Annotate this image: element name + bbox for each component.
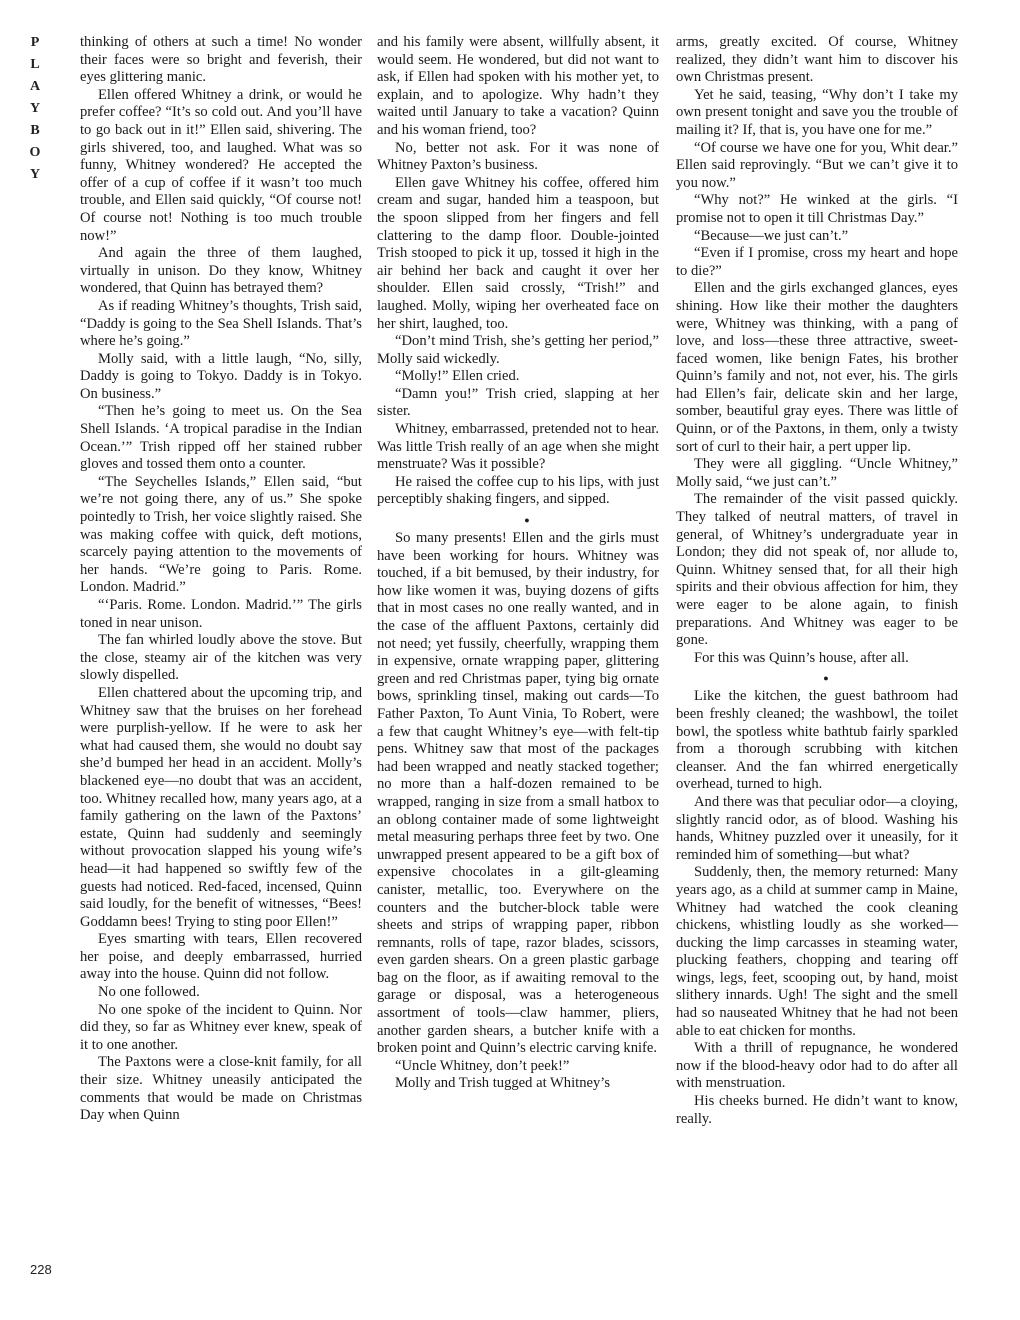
section-break-bullet (377, 509, 659, 530)
paragraph: With a thrill of repugnance, he wondered now if the blood-heavy odor had to do after all with menstruation. (676, 1040, 958, 1092)
masthead-letter: B (30, 123, 40, 138)
paragraph: And there was that peculiar odor—a cloying, slightly rancid odor, as of blood. Washing his hands, Whitney puzzled over it uneasily, for it reminded him of something—but what? (676, 793, 958, 863)
paragraph: As if reading Whitney’s thoughts, Trish said, “Daddy is going to the Sea Shell Islands. That’s where he’s going.” (80, 297, 362, 350)
paragraph: Molly said, with a little laugh, “No, silly, Daddy is going to Tokyo. Daddy is in Tokyo. On business.” (80, 350, 362, 402)
paragraph: “Molly!” Ellen cried. (395, 368, 520, 385)
page-number: 228 (30, 1262, 52, 1277)
paragraph: Ellen offered Whitney a drink, or would he prefer coffee? “It’s so cold out. And you’ll have to go back out in it!” Ellen said, shivering. The girls shivered, too, and laughed. What was so funny, Whitney wondered? He accepted the offer of a cup of coffee if it wasn’t too much trouble, and Ellen said quickly, “Of course not! Of course not! Nothing is too much trouble now!” (80, 86, 362, 244)
paragraph: Whitney, embarrassed, pretended not to hear. Was little Trish really of an age when she might menstruate? Was it possible? (377, 421, 659, 473)
paragraph: Suddenly, then, the memory returned: Many years ago, as a child at summer camp in Maine, Whitney had watched the cook cleaning chickens, whistling loudly as she worked—ducking the limp carcasses in steaming water, plucking feathers, chopping and tearing off wings, legs, feet, scooping out, by hand, moist slithery innards. Ugh! The sight and the smell had so nauseated Whitney that he had not been able to eat chicken for months. (676, 864, 958, 1039)
paragraph: The remainder of the visit passed quickly. They talked of neutral matters, of travel in general, of Whitney’s undergraduate year in London; they did not speak of, nor allude to, Quinn. Whitney sensed that, for all their high spirits and their obvious affection for him, they were eager to be alone again, to finish preparations. And Whitney was eager to be gone. (676, 491, 958, 649)
paragraph: “Don’t mind Trish, she’s getting her period,” Molly said wickedly. (377, 333, 659, 367)
paragraph: They were all giggling. “Uncle Whitney,” Molly said, “we just can’t.” (676, 456, 958, 490)
section-break-bullet (676, 667, 958, 688)
masthead-letter: P (30, 35, 40, 50)
paragraph: and his family were absent, willfully absent, it would seem. He wondered, but did not want to ask, if Ellen had spoken with his mother yet, to explain, and to apologize. Why hadn’t they waited until January to take a vacation? Quinn and his woman friend, too? (377, 34, 659, 138)
paragraph: Ellen and the girls exchanged glances, eyes shining. How like their mother the daughters were, Whitney was thinking, with a pang of love, and loss—these three attractive, sweet-faced women, like benign Fates, his brother Quinn’s family and not, not ever, his. The girls had Ellen’s fair, delicate skin and her large, somber, beautiful gray eyes. There was little of Quinn, or of the Paxtons, in them, only a twisty sort of curl to their hair, a pert upper lip. (676, 280, 958, 455)
masthead-letter: Y (29, 167, 41, 182)
paragraph: Like the kitchen, the guest bathroom had been freshly cleaned; the washbowl, the toilet bowl, the spotless white bathtub fairly sparkled from a thorough scrubbing with kitchen cleanser. And the fan whirred energetically overhead, turned to high. (676, 688, 958, 793)
paragraph: The Paxtons were a close-knit family, for all their size. Whitney uneasily anticipated the comments that would be made on Christmas Day when Quinn (80, 1054, 362, 1124)
masthead-letter: A (29, 79, 41, 94)
paragraph: And again the three of them laughed, virtually in unison. Do they know, Whitney wondered, that Quinn has betrayed them? (80, 245, 362, 297)
paragraph: Eyes smarting with tears, Ellen recovered her poise, and deeply embarrassed, hurried away into the house. Quinn did not follow. (80, 931, 362, 983)
paragraph: No, better not ask. For it was none of Whitney Paxton’s business. (377, 139, 659, 174)
paragraph: “The Seychelles Islands,” Ellen said, “but we’re not going there, any of us.” She spoke pointedly to Trish, her voice slightly raised. She was making coffee with quick, deft motions, scarcely paying attention to the movements of her hands. “We’re going to Paris. Rome. London. Madrid.” (80, 473, 362, 596)
magazine-masthead (26, 32, 44, 186)
paragraph: “Why not?” He winked at the girls. “I promise not to open it till Christmas Day.” (676, 192, 958, 226)
text-column-1 (80, 34, 362, 1125)
paragraph: For this was Quinn’s house, after all. (694, 649, 909, 666)
paragraph: Molly and Trish tugged at Whitney’s (395, 1075, 610, 1092)
paragraph: “Uncle Whitney, don’t peek!” (395, 1057, 570, 1074)
paragraph: No one followed. (98, 984, 200, 1001)
paragraph: thinking of others at such a time! No wonder their faces were so bright and feverish, their eyes glittering manic. (80, 34, 362, 86)
paragraph: “Of course we have one for you, Whit dear.” Ellen said reprovingly. “But we can’t give it to you now.” (676, 139, 958, 191)
masthead-letter: L (30, 57, 40, 72)
paragraph: Ellen gave Whitney his coffee, offered him cream and sugar, handed him a teaspoon, but the spoon slipped from her fingers and fell clattering to the damp floor. Double-jointed Trish stooped to pick it up, tossed it high in the air behind her back and caught it over her shoulder. Ellen said crossly, “Trish!” and laughed. Molly, wiping her overheated face on her shirt, laughed, too. (377, 174, 659, 332)
paragraph: “Damn you!” Trish cried, slapping at her sister. (377, 385, 659, 420)
masthead-letter: O (29, 145, 41, 160)
paragraph: “‘Paris. Rome. London. Madrid.’” The girls toned in near unison. (80, 597, 362, 631)
paragraph: So many presents! Ellen and the girls must have been working for hours. Whitney was touched, if a bit bemused, by their industry, for how like women it was, buying dozens of gifts that in most cases no one really wanted, and in the case of the affluent Paxtons, certainly did not need; yet fussily, cheerfully, wrapping them in expensive, ornate wrapping paper, glittering green and red Christmas paper, tying big ornate bows, sprinkling tinsel, making out cards—To Father Paxton, To Aunt Vinia, To Robert, were a few that caught Whitney’s eye—with felt-tip pens. Whitney saw that most of the packages had been wrapped and neatly stacked together; no more than a half-dozen remained to be wrapped, ranging in size from a small hatbox to an oblong container made of some lightweight metal measuring perhaps three feet by two. One unwrapped present appeared to be a gift box of expensive chocolates in a gilt-gleaming canister, metallic, too. Everywhere on the counters and the butcher-block table were sheets and strips of wrapping paper, ribbon remnants, rolls of tape, razor blades, scissors, even garden shears. On a green plastic garbage bag on the floor, as if awaiting removal to the garage or disposal, was a heterogeneous assortment of tools—claw hammer, pliers, another garden shears, a butcher knife with a broken point and Quinn’s electric carving knife. (377, 530, 659, 1057)
paragraph: He raised the coffee cup to his lips, with just perceptibly shaking fingers, and sipped. (377, 473, 659, 508)
text-column-2 (377, 34, 659, 1093)
paragraph: “Even if I promise, cross my heart and hope to die?” (676, 245, 958, 279)
masthead-letter: Y (29, 101, 41, 116)
paragraph: Yet he said, teasing, “Why don’t I take my own present tonight and save you the trouble of mailing it? If, that is, you have one for me.” (676, 86, 958, 138)
paragraph: His cheeks burned. He didn’t want to know, really. (676, 1093, 958, 1127)
paragraph: arms, greatly excited. Of course, Whitney realized, they didn’t want him to discover his own Christmas present. (676, 34, 958, 86)
text-column-3 (676, 34, 958, 1128)
paragraph: No one spoke of the incident to Quinn. Nor did they, so far as Whitney ever knew, speak of it to one another. (80, 1001, 362, 1053)
paragraph: Ellen chattered about the upcoming trip, and Whitney saw that the bruises on her forehead were purplish-yellow. If he were to ask her what had caused them, she would no doubt say she’d bumped her head in an accident. Molly’s blackened eye—no doubt that was an accident, too. Whitney recalled how, many years ago, at a family gathering on the lawn of the Paxtons’ estate, Quinn had suddenly and seemingly without provocation slapped his young wife’s head—it had happened so swiftly few of the guests had noticed. Red-faced, incensed, Quinn said loudly, for the benefit of witnesses, “Bees! Goddamn bees! Trying to sting poor Ellen!” (80, 684, 362, 930)
paragraph: The fan whirled loudly above the stove. But the close, steamy air of the kitchen was very slowly dispelled. (80, 632, 362, 684)
paragraph: “Because—we just can’t.” (694, 227, 849, 244)
paragraph: “Then he’s going to meet us. On the Sea Shell Islands. ‘A tropical paradise in the Indian Ocean.’” Trish ripped off her stained rubber gloves and tossed them onto a counter. (80, 403, 362, 473)
